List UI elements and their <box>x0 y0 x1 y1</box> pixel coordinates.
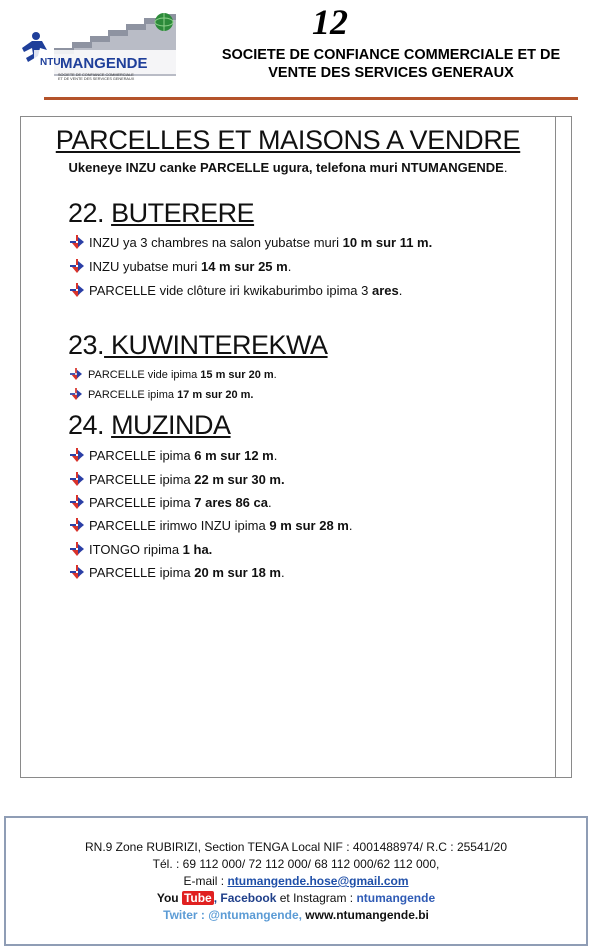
arrow-bullet-icon <box>70 283 84 297</box>
arrow-bullet-icon <box>70 448 84 462</box>
email-link[interactable]: ntumangende.hose@gmail.com <box>227 874 409 888</box>
company-logo <box>14 10 180 80</box>
item-text: PARCELLE ipima <box>89 565 195 580</box>
item-measure: 6 m sur 12 m <box>194 448 274 463</box>
section-number: 24. <box>68 410 105 440</box>
header-divider <box>44 97 578 100</box>
arrow-bullet-icon <box>70 472 84 486</box>
youtube-tube-badge[interactable]: Tube <box>183 891 212 905</box>
footer-address: RN.9 Zone RUBIRIZI, Section TENGA Local NIF : 4001488974/ R.C : 25541/20 <box>85 840 507 854</box>
svg-text:SOCIETE DE CONFIANCE COMMERCIA: SOCIETE DE CONFIANCE COMMERCIALE <box>58 73 134 77</box>
section-name: MUZINDA <box>111 410 231 440</box>
list-item <box>70 259 291 275</box>
item-end: . <box>273 448 278 463</box>
footer-social-line <box>4 891 588 906</box>
item-measure: 15 m sur 20 m <box>200 369 274 381</box>
section-number: 22. <box>68 198 105 228</box>
item-text: PARCELLE ipima <box>89 495 195 510</box>
website-link[interactable]: www.ntumangende.bi <box>301 908 429 922</box>
list-item <box>70 565 285 581</box>
email-label: E-mail : <box>183 874 228 888</box>
item-text: PARCELLE ipima <box>89 448 195 463</box>
list-item <box>70 388 254 402</box>
facebook-link[interactable]: , Facebook <box>213 891 277 905</box>
section-name: BUTERERE <box>111 198 255 228</box>
twitter-handle[interactable]: Twiter : @ntumangende, <box>163 908 302 922</box>
list-item <box>70 518 352 534</box>
footer-twitter-line <box>4 908 588 923</box>
footer-phones: Tél. : 69 112 000/ 72 112 000/ 68 112 000/62 112 000, <box>152 857 440 871</box>
section-number: 23. <box>68 330 105 360</box>
section-heading-muzinda <box>68 410 231 440</box>
item-text: PARCELLE vide ipima <box>88 369 201 381</box>
item-text: INZU yubatse muri <box>89 259 201 274</box>
item-end: . <box>273 369 277 381</box>
item-end: . <box>398 283 403 298</box>
item-text: INZU ya 3 chambres na salon yubatse muri <box>89 235 343 250</box>
page-number: 12 <box>312 2 348 42</box>
item-measure: 14 m sur 25 m <box>200 259 288 274</box>
section-name: KUWINTEREKWA <box>104 330 328 360</box>
arrow-bullet-icon <box>70 565 84 579</box>
list-item <box>70 283 402 299</box>
instagram-handle[interactable]: ntumangende <box>356 891 436 905</box>
arrow-bullet-icon <box>70 388 82 400</box>
item-text: ITONGO ripima <box>89 542 183 557</box>
list-item <box>70 235 432 251</box>
item-measure: 20 m sur 18 m <box>194 565 281 580</box>
list-item <box>70 472 285 488</box>
youtube-you[interactable]: You <box>156 891 182 905</box>
svg-text:ET DE VENTE DES SERVICES GENER: ET DE VENTE DES SERVICES GENERAUX <box>58 77 135 80</box>
svg-text:MANGENDE: MANGENDE <box>60 55 148 72</box>
item-measure: 9 m sur 28 m <box>269 518 349 533</box>
arrow-bullet-icon <box>70 542 84 556</box>
list-item <box>70 542 212 558</box>
company-name-line1: SOCIETE DE CONFIANCE COMMERCIALE ET DE <box>221 47 561 63</box>
item-text: PARCELLE ipima <box>88 389 178 401</box>
item-end: . <box>348 518 353 533</box>
list-item <box>70 495 272 511</box>
frame-side-line <box>555 116 556 778</box>
item-end: . <box>280 565 285 580</box>
list-item <box>70 368 277 382</box>
item-measure: 17 m sur 20 m. <box>177 389 254 401</box>
item-measure: 22 m sur 30 m. <box>194 472 285 487</box>
subtitle-text: Ukeneye INZU canke PARCELLE ugura, telefona muri NTUMANGENDE <box>68 160 504 175</box>
item-text: PARCELLE vide clôture iri kwikaburimbo ipima 3 <box>89 283 372 298</box>
arrow-bullet-icon <box>70 518 84 532</box>
item-measure: 10 m sur 11 m. <box>342 235 433 250</box>
item-measure: 1 ha. <box>182 542 213 557</box>
instagram-label: et Instagram : <box>276 891 357 905</box>
list-item <box>70 448 277 464</box>
section-heading-buterere <box>68 198 254 228</box>
footer-email-line <box>4 874 588 889</box>
page-subtitle <box>20 160 556 176</box>
item-measure: ares <box>371 283 399 298</box>
item-measure: 7 ares 86 ca <box>194 495 268 510</box>
svg-text:NTU: NTU <box>40 57 61 68</box>
arrow-bullet-icon <box>70 368 82 380</box>
arrow-bullet-icon <box>70 259 84 273</box>
subtitle-period: . <box>503 160 508 175</box>
page-title: PARCELLES ET MAISONS A VENDRE <box>55 125 521 155</box>
company-name-line2: VENTE DES SERVICES GENERAUX <box>268 65 514 81</box>
item-end: . <box>267 495 272 510</box>
item-text: PARCELLE ipima <box>89 472 195 487</box>
arrow-bullet-icon <box>70 495 84 509</box>
company-name <box>196 46 586 82</box>
arrow-bullet-icon <box>70 235 84 249</box>
section-heading-kuwinterekwa <box>68 330 328 360</box>
item-text: PARCELLE irimwo INZU ipima <box>89 518 270 533</box>
item-end: . <box>287 259 292 274</box>
